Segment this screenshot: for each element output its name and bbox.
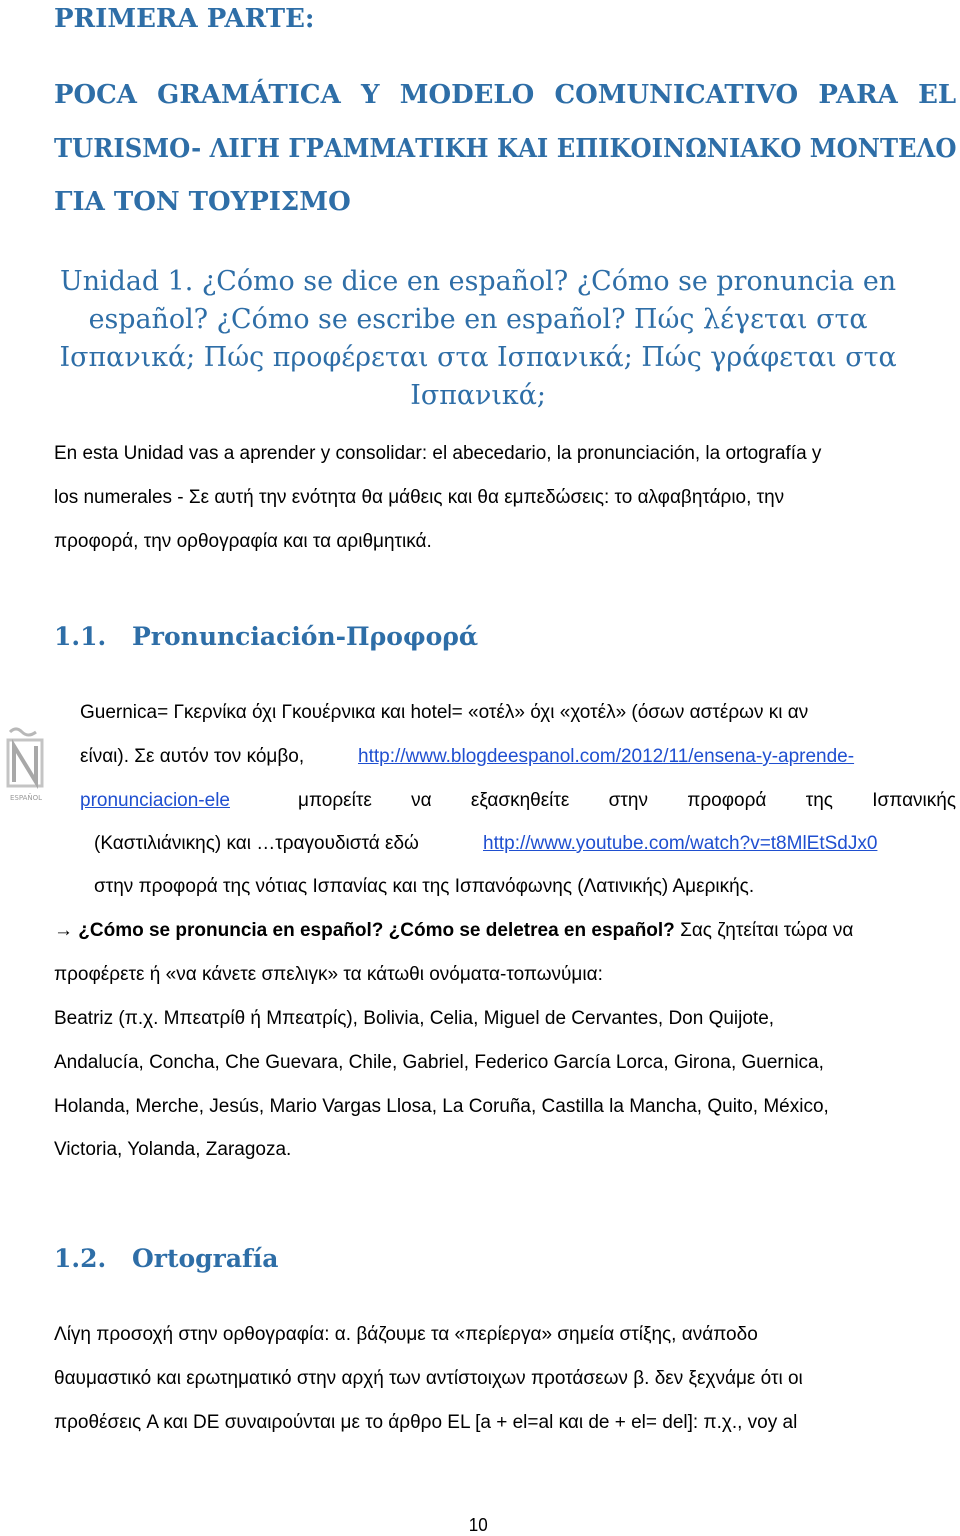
section-1-line-5: στην προφορά της νότιας Ισπανίας και της Ισπανόφωνης (Λατινικής) Αμερικής. [94, 876, 755, 897]
title-word: Y [360, 80, 380, 110]
word: να [411, 790, 432, 811]
page-number: 10 [468, 1515, 488, 1535]
intro-line-2: los numerales - Σε αυτή την ενότητα θα μάθεις και θα εμπεδώσεις: το αλφαβητάριο, την [54, 487, 785, 508]
section-2-title: Ortografía [132, 1244, 279, 1273]
unit-heading-line-1: Unidad 1. ¿Cómo se dice en español? ¿Cómo se pronuncia en [60, 266, 897, 297]
title-line-1 [54, 80, 956, 110]
section-1-line-4: (Καστιλιάνικης) και …τραγουδιστά εδώ [94, 833, 419, 854]
section-2-line-2: θαυμαστικό και ερωτηματικό στην αρχή των αντίστοιχων προτάσεων β. δεν ξεχνάμε ότι οι [54, 1368, 803, 1389]
title-word: GRAMÁTICA [157, 80, 341, 110]
espanol-logo-icon [4, 712, 48, 808]
section-2-line-1: Λίγη προσοχή στην ορθογραφία: α. βάζουμε τα «περίεργα» σημεία στίξης, ανάποδο [54, 1324, 758, 1345]
names-line-1: Beatriz (π.χ. Μπεατρίθ ή Μπεατρίς), Bolivia, Celia, Miguel de Cervantes, Don Quijote, [54, 1008, 775, 1029]
unit-heading-line-4: Ισπανικά; [410, 380, 546, 411]
title-word: COMUNICATIVO [554, 80, 799, 110]
word: προφορά [687, 790, 767, 811]
title-line-3: ΓΙΑ ΤΟΝ ΤΟΥΡΙΣΜΟ [54, 187, 351, 217]
youtube-link[interactable]: http://www.youtube.com/watch?v=t8MlEtSdJx0 [483, 833, 878, 854]
names-line-4: Victoria, Yolanda, Zaragoza. [54, 1139, 292, 1160]
intro-line-1: En esta Unidad vas a aprender y consolidar: el abecedario, la pronunciación, la ortografía y [54, 443, 822, 464]
unit-heading-line-2: español? ¿Cómo se escribe en español? Πώς λέγεται στα [88, 304, 868, 335]
blogdeespanol-link-continued[interactable]: pronunciacion-ele [80, 790, 230, 811]
word: μπορείτε [298, 790, 372, 811]
word: της [805, 790, 833, 811]
question-line-2: προφέρετε ή «να κάνετε σπελιγκ» τα κάτωθι ονόματα-τοπωνύμια: [54, 964, 603, 985]
word: εξασκηθείτε [470, 790, 570, 811]
names-line-3: Holanda, Merche, Jesús, Mario Vargas Llosa, La Coruña, Castilla la Mancha, Quito, México, [54, 1096, 829, 1117]
word: στην [608, 790, 648, 811]
logo-label: ESPAÑOL [10, 794, 43, 802]
word: Ισπανικής [872, 790, 956, 811]
blogdeespanol-link[interactable]: http://www.blogdeespanol.com/2012/11/ensena-y-aprende- [358, 746, 855, 767]
question-bold: ¿Cómo se pronuncia en español? ¿Cómo se deletrea en español? [78, 920, 675, 941]
title-word: MODELO [399, 80, 535, 110]
title-word: POCA [54, 80, 137, 110]
question-line-1 [54, 920, 853, 942]
section-1-line-3 [298, 790, 956, 812]
names-line-2: Andalucía, Concha, Che Guevara, Chile, Gabriel, Federico García Lorca, Girona, Guernica, [54, 1052, 824, 1073]
section-2-number: 1.2. [54, 1244, 107, 1273]
title-word: EL [918, 80, 957, 110]
intro-line-3: προφορά, την ορθογραφία και τα αριθμητικά. [54, 531, 432, 552]
title-line-2: TURISMO- ΛΙΓΗ ΓΡΑΜΜΑΤΙΚΗ ΚΑΙ ΕΠΙΚΟΙΝΩΝΙΑΚΟ ΜΟΝΤΕΛΟ [54, 134, 957, 164]
question-rest: Σας ζητείται τώρα να [674, 920, 854, 941]
section-1-title: Pronunciación-Προφορά [132, 622, 479, 651]
section-1-number: 1.1. [54, 622, 107, 651]
section-1-line-1: Guernica= Γκερνίκα όχι Γκουέρνικα και hotel= «οτέλ» όχι «χοτέλ» (όσων αστέρων κι αν [80, 702, 809, 723]
section-2-line-3: προθέσεις A και DE συναιρούνται με το άρθρο EL [a + el=al και de + el= del]: π.χ., voy al [54, 1412, 798, 1433]
section-1-line-2-text: είναι). Σε αυτόν τον κόμβο, [80, 746, 305, 767]
part-heading: PRIMERA PARTE: [54, 4, 315, 34]
arrow-icon: → [54, 920, 73, 941]
unit-heading-line-3: Ισπανικά; Πώς προφέρεται στα Ισπανικά; Πώς γράφεται στα [59, 342, 897, 373]
title-word: PARA [818, 80, 898, 110]
section-1-line-2 [80, 746, 304, 768]
